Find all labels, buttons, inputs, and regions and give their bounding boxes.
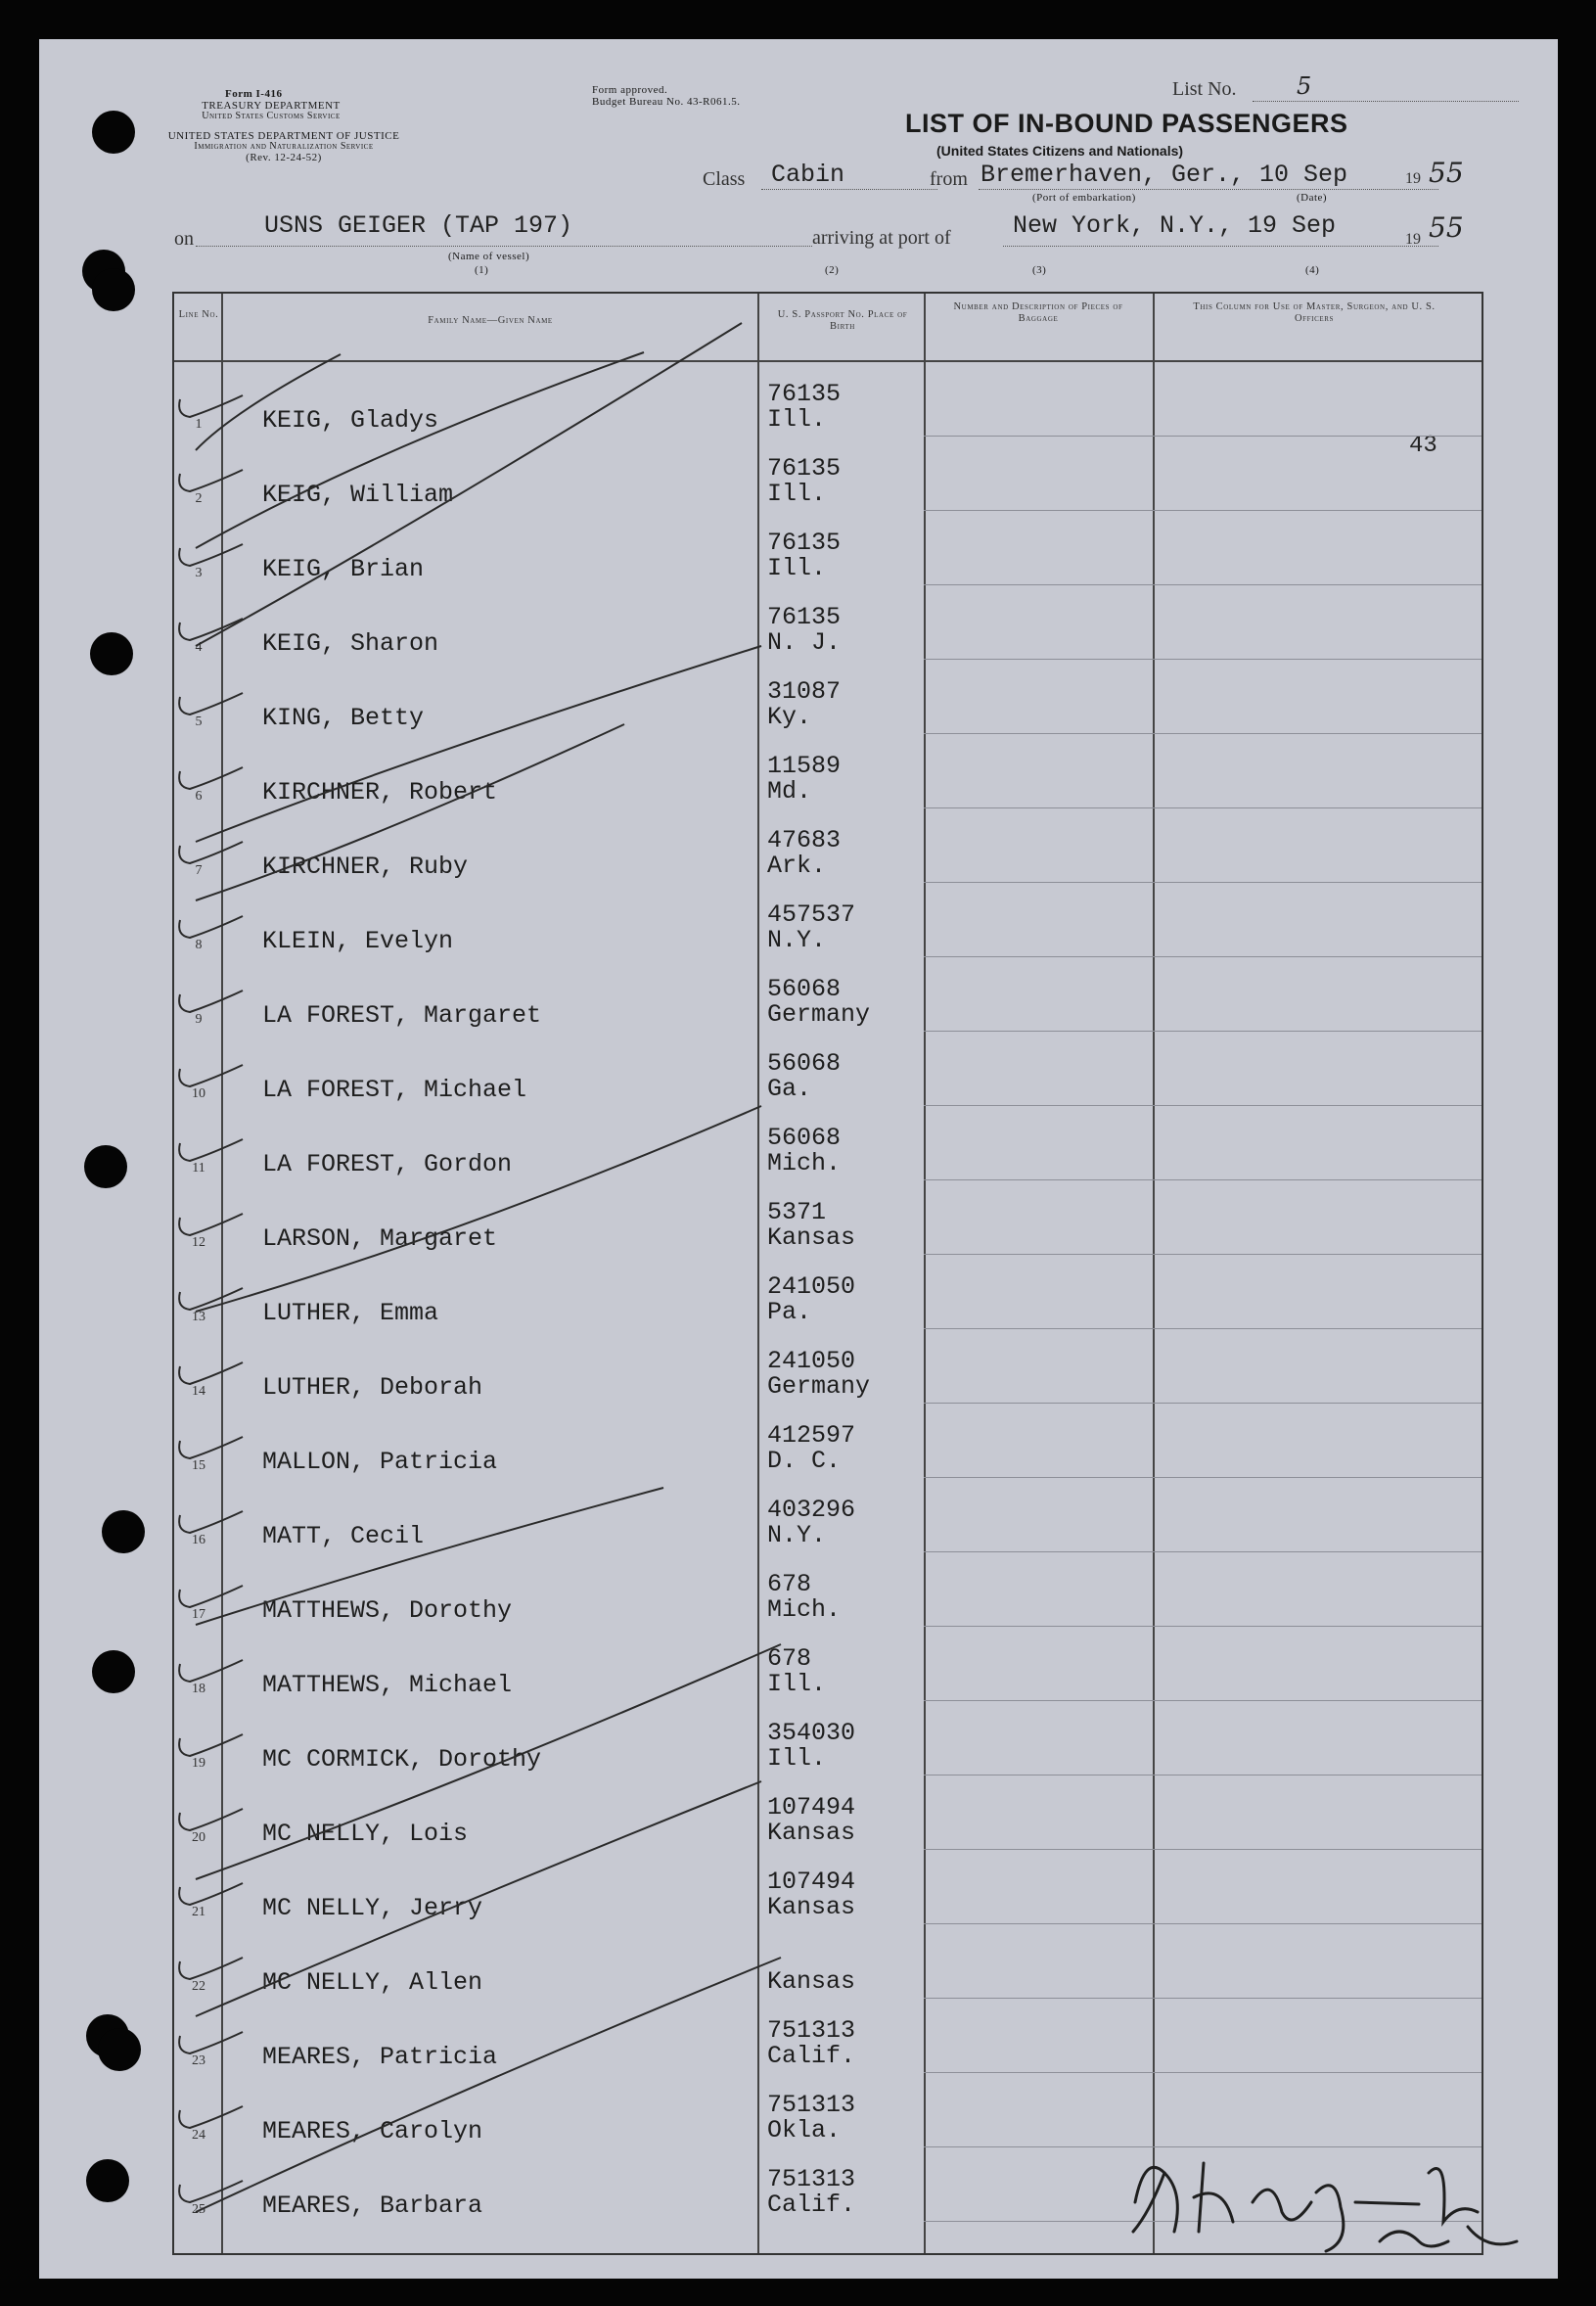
place-of-birth: N.Y. [767,1521,827,1549]
passenger-name: KIRCHNER, Robert [262,778,498,807]
passport-number: 678 [767,1644,812,1673]
col-header-baggage: Number and Description of Pieces of Baggage [953,301,1123,324]
passenger-name: KEIG, Sharon [262,629,439,658]
check-mark [179,1883,243,1905]
year-1: 55 [1429,157,1464,189]
line-number: 4 [195,640,203,655]
class-line [761,188,937,190]
place-of-birth: Ill. [767,1744,827,1773]
line-number: 17 [192,1607,205,1622]
port-caption: (Port of embarkation) [1032,192,1136,204]
line-number: 22 [192,1979,205,1994]
passenger-name: MALLON, Patricia [262,1448,498,1476]
place-of-birth: Calif. [767,2191,856,2219]
check-mark [179,1734,243,1756]
line-number: 8 [195,938,203,952]
page-subtitle: (United States Citizens and Nationals) [936,143,1184,159]
passenger-name: KLEIN, Evelyn [262,927,454,955]
passenger-name: MC NELLY, Lois [262,1820,469,1848]
line-number: 16 [192,1533,205,1547]
place-of-birth: Okla. [767,2116,842,2145]
passport-number: 751313 [767,2165,856,2193]
passenger-name: MEARES, Barbara [262,2191,483,2220]
passenger-name: MATTHEWS, Michael [262,1671,513,1699]
place-of-birth: Pa. [767,1298,812,1326]
line-number: 1 [195,417,203,432]
punch-hole [102,1510,145,1553]
place-of-birth: Calif. [767,2042,856,2070]
treasury-department: TREASURY DEPARTMENT [202,100,341,112]
passport-number: 107494 [767,1868,856,1896]
passport-number: 56068 [767,975,842,1003]
embarkation-value: Bremerhaven, Ger., 10 Sep [980,161,1348,189]
passenger-name: MC NELLY, Allen [262,1968,483,1997]
vessel-line [196,245,812,247]
line-number: 3 [195,566,203,580]
check-mark [179,1958,243,1979]
column-caption-3: (3) [1032,264,1047,276]
check-mark [179,991,243,1012]
passenger-name: KEIG, Brian [262,555,425,583]
check-mark [179,544,243,566]
punch-hole [86,2159,129,2202]
arrival-port: New York, N.Y., 19 Sep [1013,211,1337,240]
place-of-birth: Ark. [767,852,827,880]
passport-number: 11589 [767,752,842,780]
passenger-name: MEARES, Patricia [262,2043,498,2071]
punch-hole [92,111,135,154]
passport-number: 678 [767,1570,812,1598]
passport-number: 76135 [767,454,842,483]
line-number: 7 [195,863,203,878]
passenger-name: MATT, Cecil [262,1522,425,1550]
line-number: 21 [192,1905,205,1919]
passenger-name: MC NELLY, Jerry [262,1894,483,1922]
passenger-name: LUTHER, Deborah [262,1373,483,1402]
arrival-line [1003,245,1438,247]
check-mark [179,2032,243,2053]
place-of-birth: Germany [767,1000,871,1029]
manifest-page [39,39,1558,2279]
check-mark [179,1139,243,1161]
class-label: Class [703,168,746,190]
passport-number: 241050 [767,1347,856,1375]
place-of-birth: Mich. [767,1595,842,1624]
arriving-label: arriving at port of [812,227,951,249]
line-number: 9 [195,1012,203,1027]
passport-number: 56068 [767,1049,842,1078]
check-mark [179,1065,243,1086]
check-mark [179,1809,243,1830]
passport-number: 107494 [767,1793,856,1822]
check-mark [179,1660,243,1682]
line-number: 6 [195,789,203,804]
list-number-line [1253,100,1519,102]
column-caption-1: (1) [475,264,489,276]
year-prefix-1: 19 [1405,170,1421,187]
place-of-birth: Mich. [767,1149,842,1177]
punch-hole [92,268,135,311]
form-revision: (Rev. 12-24-52) [246,152,322,163]
passport-number: 56068 [767,1124,842,1152]
place-of-birth: Ill. [767,554,827,582]
page-title: LIST OF IN-BOUND PASSENGERS [905,109,1348,138]
passenger-name: KING, Betty [262,704,425,732]
line-number: 20 [192,1830,205,1845]
place-of-birth: Ill. [767,1670,827,1698]
line-number: 25 [192,2202,205,2217]
place-of-birth: Kansas [767,1223,856,1252]
passenger-name: KEIG, Gladys [262,406,439,435]
punch-hole [84,1145,127,1188]
passport-number: 47683 [767,826,842,854]
check-mark [179,2106,243,2128]
date-caption: (Date) [1297,192,1328,204]
embarkation-line [979,188,1438,190]
on-label: on [174,228,194,250]
passport-number: 76135 [767,529,842,557]
vessel-caption: (Name of vessel) [448,251,530,262]
line-number: 18 [192,1682,205,1696]
punch-hole [90,632,133,675]
check-mark [179,2181,243,2202]
passport-number: 457537 [767,900,856,929]
line-number: 23 [192,2053,205,2068]
check-mark [179,1214,243,1235]
line-number: 5 [195,715,203,729]
passenger-name: MEARES, Carolyn [262,2117,483,2145]
inspector-signature [1106,2134,1558,2261]
passport-number: 31087 [767,677,842,706]
form-approved: Form approved. [592,84,668,96]
col-header-name: Family Name—Given Name [428,315,553,326]
justice-department: UNITED STATES DEPARTMENT OF JUSTICE [167,130,400,142]
place-of-birth: Germany [767,1372,871,1401]
col-header-line: Line No. [178,309,219,320]
passenger-name: KIRCHNER, Ruby [262,853,469,881]
line-number: 13 [192,1310,205,1324]
place-of-birth: Ky. [767,703,812,731]
passport-number: 751313 [767,2016,856,2045]
passport-number: 751313 [767,2091,856,2119]
check-mark [179,842,243,863]
line-number: 11 [192,1161,205,1176]
place-of-birth: Kansas [767,1819,856,1847]
check-mark [179,693,243,715]
list-number-value: 5 [1297,72,1312,100]
punch-hole [92,1650,135,1693]
immigration-service: Immigration and Naturalization Service [194,141,374,152]
column-caption-4: (4) [1305,264,1320,276]
place-of-birth: Md. [767,777,812,806]
check-mark [179,1362,243,1384]
column-caption-2: (2) [825,264,840,276]
passenger-name: LA FOREST, Gordon [262,1150,513,1178]
passenger-name: LUTHER, Emma [262,1299,439,1327]
check-mark [179,1586,243,1607]
line-number: 10 [192,1086,205,1101]
check-mark [179,916,243,938]
vessel-name: USNS GEIGER (TAP 197) [264,211,573,240]
check-mark [179,767,243,789]
place-of-birth: N.Y. [767,926,827,954]
passport-number: 76135 [767,603,842,631]
place-of-birth: Ga. [767,1075,812,1103]
from-label: from [930,168,968,190]
punch-hole [98,2028,141,2071]
passport-number: 241050 [767,1272,856,1301]
place-of-birth: Kansas [767,1893,856,1921]
line-number: 19 [192,1756,205,1771]
line-number: 24 [192,2128,205,2143]
col-header-passport: U. S. Passport No. Place of Birth [777,309,908,332]
check-marks [174,294,1482,2253]
passport-number: 403296 [767,1496,856,1524]
line-number: 2 [195,491,203,506]
line-number: 12 [192,1235,205,1250]
passenger-table [172,292,1483,2255]
check-mark [179,1437,243,1458]
place-of-birth: D. C. [767,1447,842,1475]
check-mark [179,1511,243,1533]
place-of-birth: Ill. [767,405,827,434]
col-header-officers: This Column for Use of Master, Surgeon, and U. S. Officers [1193,301,1436,324]
officer-note: 43 [1409,433,1437,459]
year-prefix-2: 19 [1405,231,1421,248]
check-mark [179,470,243,491]
passenger-name: LA FOREST, Margaret [262,1001,542,1030]
place-of-birth: Ill. [767,480,827,508]
class-value: Cabin [771,161,845,189]
passenger-name: MATTHEWS, Dorothy [262,1596,513,1625]
passport-number: 76135 [767,380,842,408]
form-number: Form I-416 [225,88,283,100]
customs-service: United States Customs Service [202,111,341,121]
passport-number: 5371 [767,1198,827,1226]
budget-bureau: Budget Bureau No. 43-R061.5. [592,96,741,108]
year-2: 55 [1429,211,1464,244]
passenger-name: LARSON, Margaret [262,1224,498,1253]
passenger-name: MC CORMICK, Dorothy [262,1745,542,1774]
passport-number: 412597 [767,1421,856,1450]
check-mark [179,395,243,417]
passport-number: 354030 [767,1719,856,1747]
place-of-birth: N. J. [767,628,842,657]
line-number: 14 [192,1384,205,1399]
place-of-birth: Kansas [767,1967,856,1996]
line-number: 15 [192,1458,205,1473]
passenger-name: KEIG, William [262,481,454,509]
list-number-label: List No. [1172,78,1237,100]
passenger-name: LA FOREST, Michael [262,1076,527,1104]
